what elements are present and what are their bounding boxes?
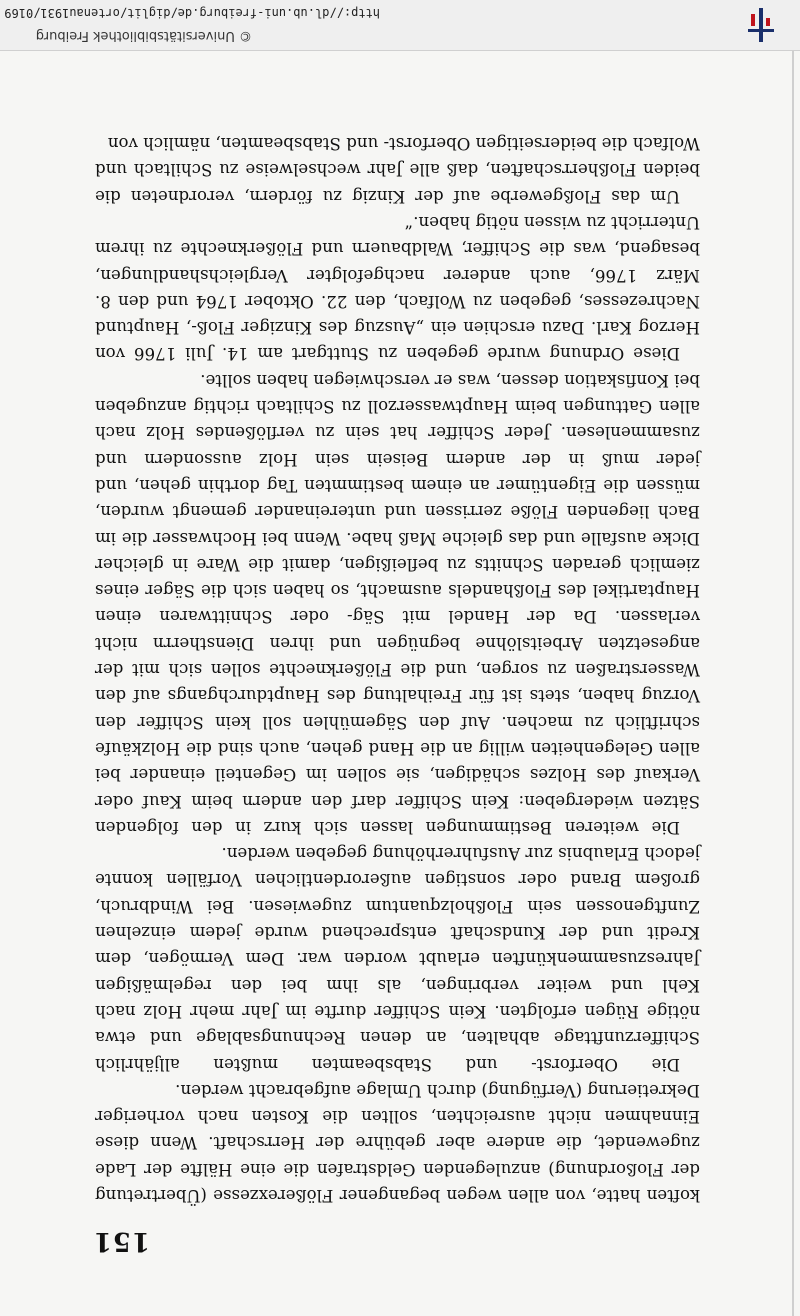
- paragraph: Die Oberforst- und Stabsbeamten mußten alljährlich Schifferzunfttage abhalten, an denen Rechnungsablage und etwa nötige Rügen erfolgten. Kein Schiffer durfte im Jahr mehr Holz nach Kehl und weiter verbringen, als ihm bei den regelmäßigen Jahreszusammenkünften erlaubt worden war. Dem Vermögen, dem Kredit und der Kundschaft entsprechend wurde jedem einzelnen Zunftgenossen sein Floßholzquantum zugewiesen. Bei Windbruch, großem Brand oder sonstigen außerordentlichen Vorfällen konnte jedoch Erlaubnis zur Ausfuhrerhöhung gegeben werden.: [95, 844, 700, 1074]
- document-url-link[interactable]: http://dl.ub.uni-freiburg.de/diglit/ortenau1931/0169: [4, 6, 380, 20]
- page-number: 151: [92, 1226, 150, 1256]
- paragraph: Diese Ordnung wurde gegeben zu Stuttgart am 14. Juli 1766 von Herzog Karl. Dazu erschien ein „Auszug des Kinziger Floß-, Hauptund Nachrezesses, gegeben zu Wolfach, den 22. Oktober 1764 und den 8. März 1766, auch anderer nachgefolgter Vergleichshandlungen, besagend, was die Schiffer, Waldbauern und Flößerknechte zu ihrem Unterricht zu wissen nötig haben.“: [95, 213, 700, 364]
- scanned-page: [0, 50, 800, 1316]
- paragraph: Um das Floßgewerbe auf der Kinzig zu fördern, verordneten die beiden Floßherrschaften, daß alle Jahr wechselweise zu Schiltach und Wolfach die beiderseitigen Oberforst- und Stabsbeamten, nämlich von: [95, 134, 700, 206]
- library-header-bar: [0, 0, 800, 51]
- university-library-logo-icon: [740, 6, 780, 44]
- paragraph: koften hatte, von allen wegen begangener Flößerexzesse (Übertretung der Floßordnung) anzulegenden Geldstrafen die eine Hälfte der Lade zugewendet, die andere aber gebühre der Herrschaft. Wenn diese Einnahmen nicht ausreichten, sollten die Kosten nach vorheriger Dekretierung (Verfügung) durch Umlage aufgebracht werden.: [95, 1080, 700, 1205]
- page-edge: [792, 50, 794, 1316]
- body-text: [95, 130, 700, 1208]
- copyright-text: © Universitätsbibliothek Freiburg: [35, 28, 252, 43]
- paragraph: Die weiteren Bestimmungen lassen sich kurz in den folgenden Sätzen wiedergeben: Kein Schiffer darf den andern beim Kauf oder Verkauf des Holzes schädigen, sie sollen im Gegenteil einander bei allen Gelegenheiten willig an die Hand gehen, auch sind die Holzkäufe schriftlich zu machen. Auf den Sägemühlen soll kein Schiffer den Vorzug haben, stets ist für Freihaltung des Hauptdurchgangs auf den Wasserstraßen zu sorgen, und die Flößerknechte sollen sich mit der angesetzten Arbeitslöhne begnügen und ihren Dienstherrn nicht verlassen. Da der Handel mit Säg- oder Schnittwaren einen Hauptartikel des Floßhandels ausmacht, so haben sich die Säger eines ziemlich geraden Schnitts zu befleißigen, damit die Ware in gleicher Dicke ausfalle und das gleiche Maß habe. Wenn bei Hochwasser die im Bach liegenden Flöße zerrissen und untereinander gemengt wurden, müssen die Eigentümer an einem bestimmten Tag dorthin gehen, und jeder muß in der andern Beisein sein Holz aussondern und zusammenlesen. Jeder Schiffer hat sein zu verflößendes Holz nach allen Gattungen beim Hauptwasserzoll zu Schiltach richtig anzugeben bei Konfiskation dessen, was er verschwiegen haben sollte.: [95, 370, 700, 837]
